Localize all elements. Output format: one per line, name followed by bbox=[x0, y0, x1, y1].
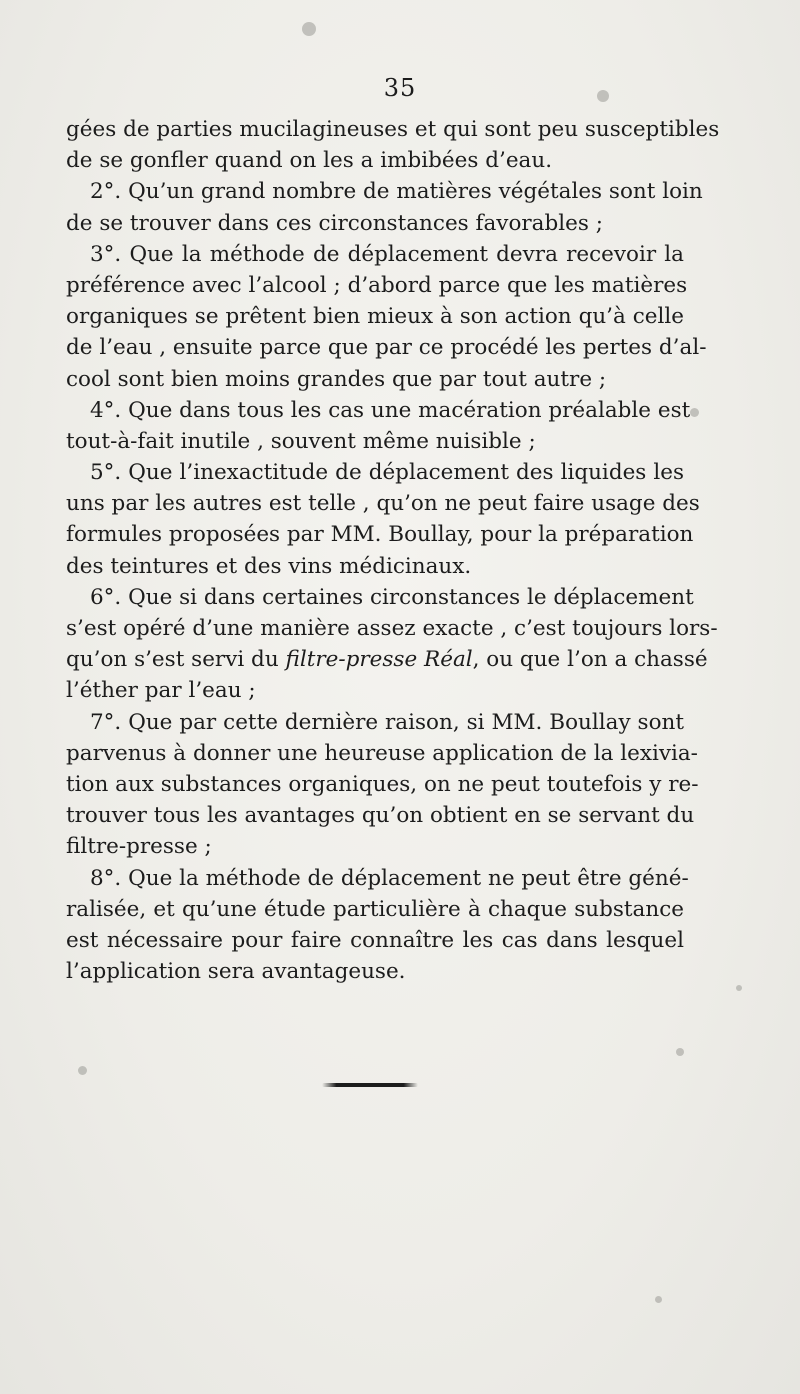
text-line: 2°. Qu’un grand nombre de matières végétales sont loin bbox=[90, 179, 703, 205]
page-number: 35 bbox=[383, 74, 417, 102]
ink-speck bbox=[78, 1066, 87, 1075]
text-line: ralisée, et qu’une étude particulière à chaque substance bbox=[66, 896, 684, 922]
ink-speck bbox=[736, 985, 742, 991]
ink-speck bbox=[690, 408, 699, 417]
text-line: 4°. Que dans tous les cas une macération préalable est bbox=[90, 397, 691, 423]
text-line: l’application sera avantageuse. bbox=[66, 959, 406, 985]
text-line: 7°. Que par cette dernière raison, si MM. Boullay sont bbox=[90, 709, 684, 735]
ink-speck bbox=[302, 22, 316, 36]
text-line: formules proposées par MM. Boullay, pour la préparation bbox=[66, 522, 694, 548]
text-line: 6°. Que si dans certaines circonstances le déplacement bbox=[90, 584, 694, 610]
ink-speck bbox=[676, 1048, 684, 1056]
text-line: de l’eau , ensuite parce que par ce procédé les pertes d’al- bbox=[66, 335, 707, 361]
body-text bbox=[66, 114, 720, 987]
text-line: cool sont bien moins grandes que par tout autre ; bbox=[66, 366, 607, 392]
text-line: tout-à-fait inutile , souvent même nuisible ; bbox=[66, 428, 536, 454]
text-line: tion aux substances organiques, on ne peut toutefois y re- bbox=[66, 771, 699, 797]
text-line: de se trouver dans ces circonstances favorables ; bbox=[66, 210, 603, 236]
text-line: des teintures et des vins médicinaux. bbox=[66, 553, 472, 579]
text-line: trouver tous les avantages qu’on obtient en se servant du bbox=[66, 803, 695, 829]
text-line: uns par les autres est telle , qu’on ne peut faire usage des bbox=[66, 491, 700, 517]
text-line: préférence avec l’alcool ; d’abord parce que les matières bbox=[66, 272, 688, 298]
text-line: filtre-presse ; bbox=[66, 834, 212, 860]
text-line bbox=[66, 644, 708, 675]
text-span: qu’on s’est servi du bbox=[66, 647, 286, 673]
text-span: , ou que l’on a chassé bbox=[472, 647, 708, 673]
italic-term: filtre-presse Réal bbox=[285, 647, 473, 673]
ink-speck bbox=[655, 1296, 662, 1303]
text-line: gées de parties mucilagineuses et qui sont peu susceptibles bbox=[66, 117, 720, 142]
text-line: est nécessaire pour faire connaître les cas dans lesquel bbox=[66, 927, 684, 953]
text-line: 3°. Que la méthode de déplacement devra recevoir la bbox=[90, 241, 684, 267]
text-line: 5°. Que l’inexactitude de déplacement des liquides les bbox=[90, 460, 684, 486]
section-rule bbox=[322, 1083, 418, 1087]
text-line: s’est opéré d’une manière assez exacte , c’est toujours lors- bbox=[66, 616, 718, 641]
text-line: 8°. Que la méthode de déplacement ne peut être géné- bbox=[90, 865, 689, 891]
text-line: de se gonfler quand on les a imbibées d’eau. bbox=[66, 148, 553, 174]
text-line: l’éther par l’eau ; bbox=[66, 678, 256, 704]
text-line: organiques se prêtent bien mieux à son action qu’à celle bbox=[66, 304, 684, 330]
text-line: parvenus à donner une heureuse application de la lexivia- bbox=[66, 740, 698, 766]
